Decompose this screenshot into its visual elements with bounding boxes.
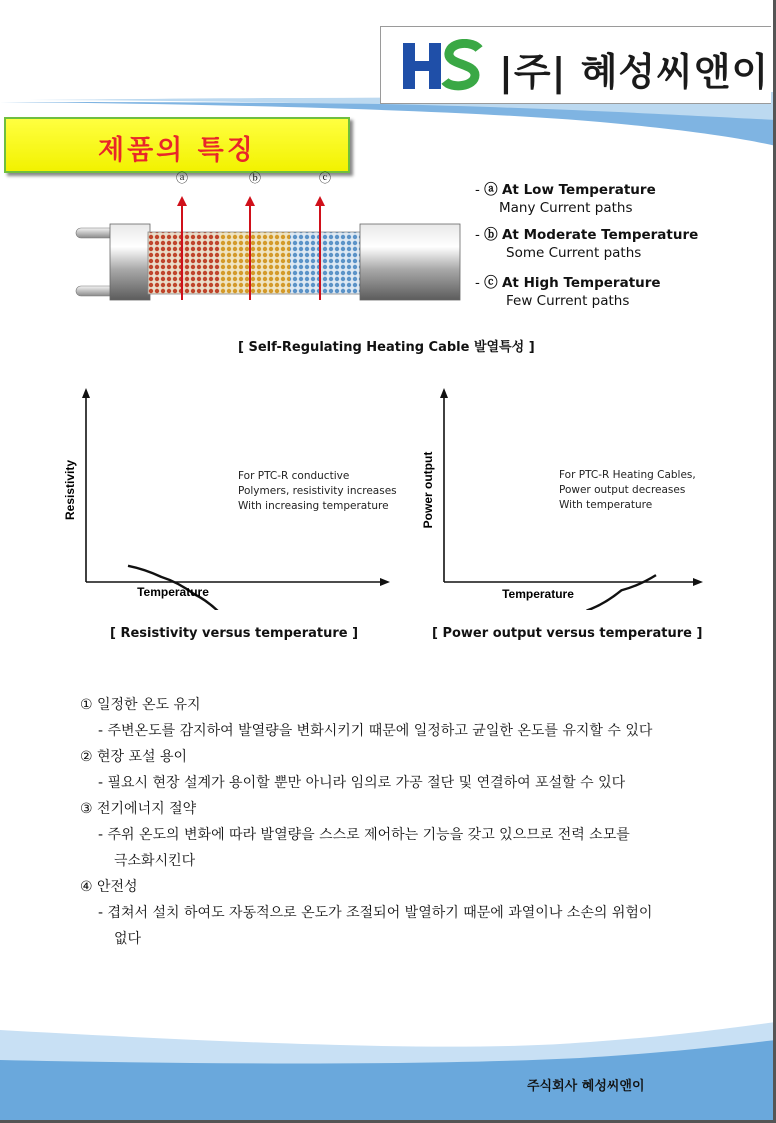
resistivity-note: For PTC-R conductive Polymers, resistivity increases With increasing temperature (238, 470, 397, 512)
feature-3-desc-cont: 극소화시킨다 (114, 853, 196, 869)
y-axis-label: Power output (421, 451, 435, 529)
feature-4-desc: - 겹쳐서 설치 하여도 자동적으로 온도가 조절되어 발열하기 때문에 과열이나 소손의 위험이 (98, 905, 653, 921)
footer-wave-decoration (0, 1000, 776, 1123)
cable-caption: [ Self-Regulating Heating Cable 발열특성 ] (238, 340, 535, 355)
feature-1-desc: - 주변온도를 감지하여 발열량을 변화시키기 때문에 일정하고 균일한 온도를 유지할 수 있다 (98, 723, 653, 739)
hs-logo-mark (403, 39, 483, 91)
feature-3-desc: - 주위 온도의 변화에 따라 발열량을 스스로 제어하는 기능을 갖고 있으므로 전력 소모를 (98, 827, 630, 843)
power-output-note: For PTC-R Heating Cables, Power output decreases With temperature (559, 469, 696, 511)
company-logo (380, 26, 771, 104)
cable-label-c: ⓒ (318, 171, 332, 185)
feature-list (80, 692, 720, 952)
footer-company: 주식회사 혜성씨앤이 (527, 1079, 645, 1094)
x-axis-label: Temperature (137, 585, 209, 599)
feature-2-desc: - 필요시 현장 설계가 용이할 뿐만 아니라 임의로 가공 절단 및 연결하여 포설할 수 있다 (98, 775, 626, 791)
resistivity-caption: [ Resistivity versus temperature ] (110, 626, 359, 641)
cable-label-a: ⓐ (175, 171, 189, 185)
feature-1-title: ① 일정한 온도 유지 (80, 697, 201, 713)
heating-cable-illustration (70, 168, 470, 308)
feature-4-title: ④ 안전성 (80, 879, 138, 895)
legend-item-high: - ⓒ At High Temperature Few Current paths (475, 275, 661, 309)
legend-item-moderate: - ⓑ At Moderate Temperature Some Current paths (475, 227, 699, 261)
feature-4-desc-cont: 없다 (114, 931, 142, 947)
y-axis-arrow (82, 388, 90, 398)
section-title: 제품의 특징 (98, 135, 256, 166)
y-axis-label: Resistivity (63, 459, 77, 521)
x-axis-arrow (380, 578, 390, 586)
legend-item-low: - ⓐ At Low Temperature Many Current paths (475, 182, 656, 216)
section-title-box (4, 117, 350, 173)
cable-label-b: ⓑ (248, 171, 262, 185)
feature-2-title: ② 현장 포설 용이 (80, 749, 188, 765)
company-name: |주| 혜성씨앤이 (499, 50, 770, 94)
x-axis-arrow (693, 578, 703, 586)
x-axis-label: Temperature (502, 587, 574, 601)
power-output-caption: [ Power output versus temperature ] (432, 626, 703, 641)
logo-mark-text: HS (443, 39, 445, 40)
y-axis-arrow (440, 388, 448, 398)
feature-3-title: ③ 전기에너지 절약 (80, 801, 197, 817)
